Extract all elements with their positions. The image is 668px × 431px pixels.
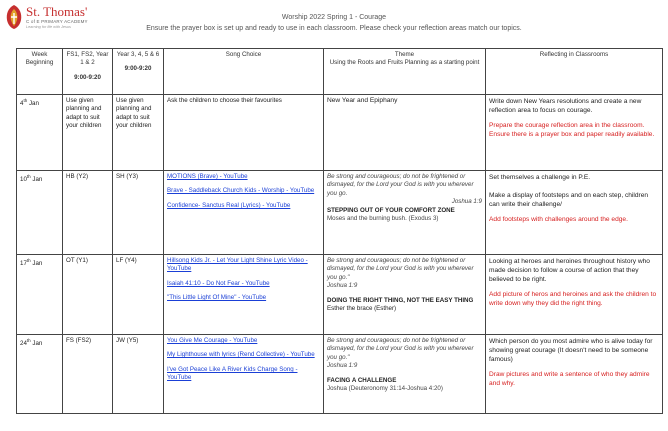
theme-title: DOING THE RIGHT THING, NOT THE EASY THING <box>327 296 474 304</box>
y3-cell: SH (Y3) <box>113 171 164 255</box>
table-row <box>17 171 663 255</box>
theme-sub: Esther the brace (Esther) <box>327 305 397 313</box>
y3-cell: LF (Y4) <box>113 255 164 335</box>
theme-cell <box>324 171 486 255</box>
y3-cell: Use given planning and adapt to suit your children <box>113 95 164 171</box>
theme-title: STEPPING OUT OF YOUR COMFORT ZONE <box>327 206 455 214</box>
col-header-theme: Theme Using the Roots and Fruits Planning as a starting point <box>324 49 486 95</box>
week-cell: 17th Jan <box>17 255 63 335</box>
week-cell: 24th Jan <box>17 335 63 414</box>
theme-quote-ref: Joshua 1:9 <box>327 362 358 370</box>
theme-sub: Joshua (Deuteronomy 31:14-Joshua 4:20) <box>327 385 443 393</box>
reflect-cell: Write down New Years resolutions and create a new reflection area to focus on courage. Prepare the courage reflection area in the classroom. Ensure there is a prayer box and paper readily available. <box>486 95 663 171</box>
col-header-fs: FS1, FS2, Year 1 & 2 9:00-9:20 <box>63 49 113 95</box>
theme-quote-ref: Joshua 1:9 <box>451 198 482 206</box>
song-link[interactable]: My Lighthouse with lyrics (Rend Collective) - YouTube <box>167 351 315 359</box>
week-cell: 4th Jan <box>17 95 63 171</box>
song-link[interactable]: You Give Me Courage - YouTube <box>167 337 258 344</box>
logo-name: St. Thomas' <box>26 4 88 19</box>
week-cell: 10th Jan <box>17 171 63 255</box>
theme-cell <box>324 335 486 414</box>
page-title: Worship 2022 Spring 1 - Courage <box>281 14 387 21</box>
song-link[interactable]: Hillsong Kids Jr. - Let Your Light Shine Lyric Video - YouTube <box>167 257 308 273</box>
song-link[interactable]: I've Got Peace Like A River Kids Charge Song - YouTube <box>167 365 298 382</box>
theme-sub: Moses and the burning bush. (Exodus 3) <box>327 215 439 223</box>
fs-cell: HB (Y2) <box>63 171 113 255</box>
song-cell: Ask the children to choose their favourites <box>164 95 324 171</box>
col-header-week: Week Beginning <box>17 49 63 95</box>
fs-cell: FS (FS2) <box>63 335 113 414</box>
song-link[interactable]: "This Little Light Of Mine" - YouTube <box>167 294 267 302</box>
song-cell <box>164 255 324 335</box>
song-cell <box>164 335 324 414</box>
y3-cell: JW (Y5) <box>113 335 164 414</box>
table-header-row <box>17 49 663 95</box>
fs-cell: Use given planning and adapt to suit your children <box>63 95 113 171</box>
fs-cell: OT (Y1) <box>63 255 113 335</box>
table-row <box>17 95 663 171</box>
col-header-song: Song Choice <box>164 49 324 95</box>
song-cell <box>164 171 324 255</box>
table-row <box>17 255 663 335</box>
logo-tagline: Learning for life with Jesus <box>26 25 71 29</box>
table-row <box>17 335 663 414</box>
reflect-cell: Looking at heroes and heroines throughout history who made decision to follow a course of action that they believed to be right. Add picture of heros and heroines and ask the children to write down why they did the right thing. <box>486 255 663 335</box>
theme-quote: Be strong and courageous; do not be frightened or dismayed, for the Lord your God is with you wherever you go." <box>327 337 474 361</box>
song-link[interactable]: MOTIONS (Brave) - YouTube <box>167 173 248 180</box>
col-header-y3: Year 3, 4, 5 & 6 9:00-9:20 <box>113 49 164 95</box>
theme-quote: Be strong and courageous; do not be frightened or dismayed, for the Lord your God is with you wherever you go." <box>327 257 474 281</box>
col-header-reflecting: Reflecting in Classrooms <box>486 49 663 95</box>
page-header <box>0 12 668 34</box>
song-link[interactable]: Brave - Saddleback Church Kids - Worship - YouTube <box>167 187 315 195</box>
reflect-cell: Which person do you most admire who is alive today for showing great courage (It doesn't need to be someone famous) Draw pictures and write a sentence of who they admire and why. <box>486 335 663 414</box>
song-link[interactable]: Isaiah 41:10 - Do Not Fear - YouTube <box>167 279 270 287</box>
worship-plan-table <box>16 48 663 414</box>
theme-title: FACING A CHALLENGE <box>327 376 397 384</box>
logo-subtitle: C of E PRIMARY ACADEMY <box>26 19 88 24</box>
theme-cell: New Year and Epiphany <box>324 95 486 171</box>
reflect-cell: Set themselves a challenge in P.E. Make a display of footsteps and on each step, children can write their challenge/ Add footsteps with challenges around the edge. <box>486 171 663 255</box>
page-instruction: Ensure the prayer box is set up and ready to use in each classroom. Please check your reflection areas match our topics. <box>146 25 522 32</box>
theme-quote-ref: Joshua 1:9 <box>327 282 358 290</box>
theme-cell <box>324 255 486 335</box>
song-link[interactable]: Confidence- Sanctus Real (Lyrics) - YouTube <box>167 201 291 209</box>
theme-quote: Be strong and courageous; do not be frightened or dismayed, for the Lord your God is with you wherever you go. <box>327 173 474 197</box>
